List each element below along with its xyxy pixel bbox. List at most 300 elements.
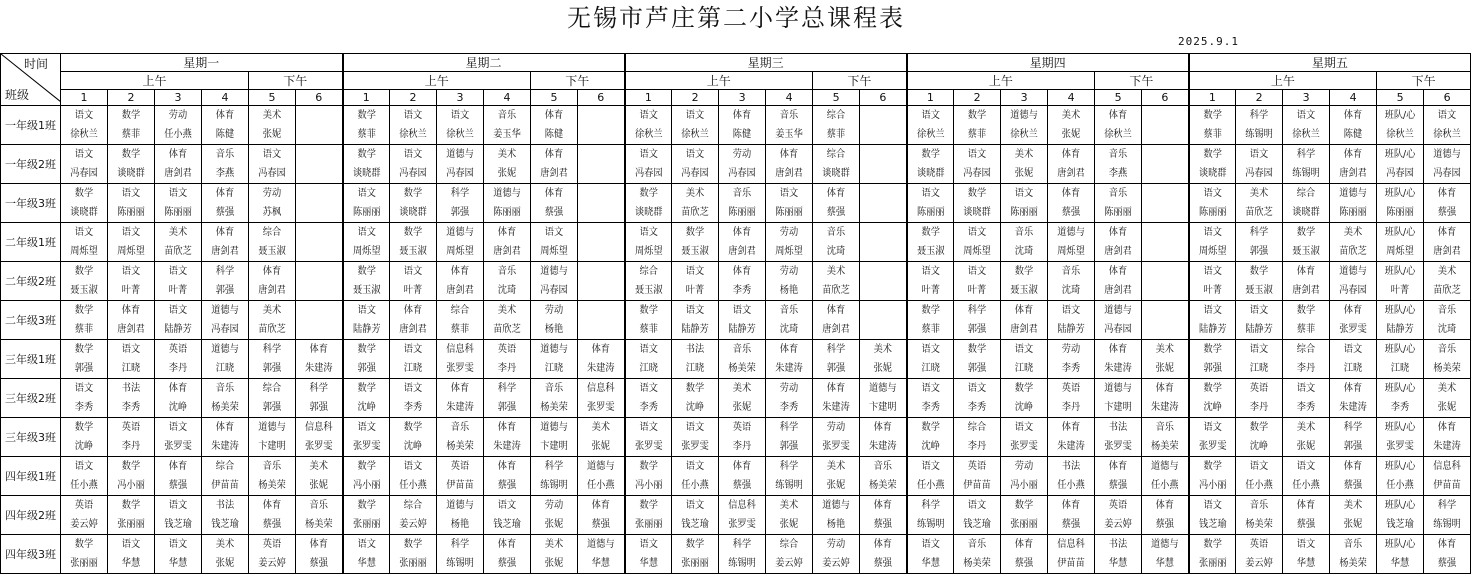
lesson-subject: 数学 <box>121 500 141 511</box>
lesson-teacher: 姜玉华 <box>493 129 521 140</box>
lesson-subject: 体育 <box>873 500 893 511</box>
lesson-teacher: 张妮 <box>1014 168 1034 179</box>
lesson-cell <box>860 145 907 184</box>
lesson-teacher: 李丹 <box>168 363 188 374</box>
lesson-cell <box>954 457 1001 496</box>
lesson-cell <box>202 262 249 301</box>
lesson-subject: 语文 <box>74 461 94 472</box>
lesson-cell <box>1283 418 1330 457</box>
day-header-2: 星期二 <box>343 54 625 72</box>
lesson-cell <box>343 145 390 184</box>
period-number: 6 <box>1424 90 1471 106</box>
lesson-teacher: 郭强 <box>309 402 328 413</box>
lesson-teacher: 蔡菲 <box>1296 324 1316 335</box>
lesson-subject <box>1144 106 1186 125</box>
lesson-cell <box>625 535 672 574</box>
lesson-teacher: 唐剑君 <box>1292 285 1320 296</box>
lesson-subject: 美术 <box>873 344 893 355</box>
lesson-cell <box>484 106 531 145</box>
lesson-subject: 数学 <box>1203 539 1222 550</box>
lesson-cell <box>249 106 296 145</box>
period-number: 5 <box>1377 90 1424 106</box>
lesson-cell <box>1424 457 1471 496</box>
lesson-teacher: 周烁望 <box>634 246 663 257</box>
lesson-teacher: 任小燕 <box>586 480 615 491</box>
lesson-subject: 语文 <box>921 539 940 550</box>
lesson-subject: 道德与 <box>258 422 286 433</box>
lesson-cell <box>108 301 155 340</box>
lesson-teacher: 沈峥 <box>74 441 94 452</box>
morning-header: 上午 <box>907 72 1095 90</box>
afternoon-header: 下午 <box>1377 72 1471 90</box>
lesson-teacher: 朱建涛 <box>1339 402 1367 413</box>
lesson-subject: 美术 <box>1014 149 1034 160</box>
lesson-subject: 数学 <box>74 266 94 277</box>
lesson-teacher: 张妮 <box>873 363 893 374</box>
lesson-cell <box>1330 301 1377 340</box>
lesson-teacher: 张妮 <box>732 402 752 413</box>
lesson-cell <box>1283 340 1330 379</box>
lesson-subject: 道德与 <box>1057 227 1085 238</box>
class-row <box>1 184 1471 223</box>
lesson-subject <box>298 262 340 281</box>
lesson-teacher: 杨艳 <box>544 324 564 335</box>
lesson-teacher: 沈琦 <box>497 285 517 296</box>
lesson-subject: 体育 <box>826 188 846 199</box>
lesson-teacher: 华慧 <box>1390 558 1410 569</box>
lesson-cell <box>766 496 813 535</box>
lesson-teacher: 张丽丽 <box>117 519 145 530</box>
lesson-teacher: 朱建涛 <box>304 363 333 374</box>
lesson-teacher: 蔡菲 <box>357 129 376 140</box>
lesson-subject: 语文 <box>1203 500 1222 511</box>
lesson-cell <box>437 535 484 574</box>
lesson-subject: 数学 <box>74 344 94 355</box>
lesson-subject: 体育 <box>1437 227 1457 238</box>
lesson-cell <box>390 340 437 379</box>
lesson-teacher: 任小燕 <box>1245 480 1273 491</box>
lesson-subject: 语文 <box>639 149 658 160</box>
lesson-teacher: 谈晓群 <box>117 168 145 179</box>
lesson-cell <box>1048 223 1095 262</box>
lesson-cell <box>719 223 766 262</box>
lesson-cell <box>108 184 155 223</box>
lesson-teacher: 蔡强 <box>1296 519 1316 530</box>
lesson-subject: 体育 <box>591 344 610 355</box>
lesson-subject <box>298 184 340 203</box>
lesson-subject: 语文 <box>1061 305 1081 316</box>
lesson-cell <box>1142 457 1189 496</box>
lesson-subject: 综合 <box>1296 188 1316 199</box>
lesson-cell <box>390 184 437 223</box>
lesson-subject <box>862 262 904 281</box>
lesson-teacher: 叶菁 <box>1203 285 1222 296</box>
lesson-cell <box>860 418 907 457</box>
afternoon-header: 下午 <box>249 72 343 90</box>
lesson-subject: 语文 <box>121 227 141 238</box>
lesson-teacher: 华慧 <box>639 558 658 569</box>
lesson-teacher: 李秀 <box>1296 402 1316 413</box>
lesson-subject: 音乐 <box>1155 422 1175 433</box>
lesson-subject: 数学 <box>403 422 423 433</box>
period-number: 5 <box>1095 90 1142 106</box>
lesson-teacher: 钱芝瑜 <box>493 519 521 530</box>
lesson-cell <box>1330 340 1377 379</box>
lesson-teacher: 陆静芳 <box>728 324 756 335</box>
lesson-subject: 音乐 <box>732 188 752 199</box>
header-days-row <box>1 54 1471 72</box>
lesson-teacher: 陆静芳 <box>1245 324 1273 335</box>
lesson-teacher: 李丹 <box>1249 402 1269 413</box>
lesson-subject: 音乐 <box>309 500 328 511</box>
lesson-cell <box>202 496 249 535</box>
lesson-cell <box>860 340 907 379</box>
lesson-subject: 美术 <box>309 461 328 472</box>
lesson-teacher: 华慧 <box>168 558 188 569</box>
lesson-cell <box>1001 379 1048 418</box>
lesson-teacher: 唐剑君 <box>164 168 192 179</box>
lesson-teacher: 张妮 <box>1437 402 1457 413</box>
lesson-cell <box>108 262 155 301</box>
lesson-teacher: 蔡菲 <box>121 129 141 140</box>
lesson-subject: 体育 <box>1014 539 1034 550</box>
period-number: 2 <box>954 90 1001 106</box>
lesson-subject: 语文 <box>1014 188 1034 199</box>
lesson-cell <box>437 379 484 418</box>
lesson-subject: 综合 <box>262 383 282 394</box>
lesson-subject: 体育 <box>497 422 517 433</box>
lesson-subject: 语文 <box>1203 422 1222 433</box>
lesson-subject: 语文 <box>168 500 188 511</box>
lesson-teacher: 谈晓群 <box>1198 168 1227 179</box>
lesson-subject: 道德与 <box>540 266 568 277</box>
lesson-cell <box>343 340 390 379</box>
lesson-cell <box>860 223 907 262</box>
lesson-teacher: 郭强 <box>74 363 94 374</box>
lesson-cell <box>1330 418 1377 457</box>
lesson-teacher: 周烁望 <box>540 246 568 257</box>
lesson-cell <box>578 418 625 457</box>
lesson-cell <box>1095 223 1142 262</box>
lesson-subject: 语文 <box>74 227 94 238</box>
lesson-teacher: 徐秋兰 <box>1433 129 1461 140</box>
lesson-teacher: 周烁望 <box>963 246 991 257</box>
lesson-subject <box>298 223 340 242</box>
lesson-cell <box>343 184 390 223</box>
lesson-cell <box>296 301 343 340</box>
lesson-cell <box>155 301 202 340</box>
afternoon-header: 下午 <box>1095 72 1189 90</box>
lesson-teacher: 苗欣芝 <box>258 324 286 335</box>
lesson-cell <box>390 145 437 184</box>
lesson-subject: 英语 <box>1108 500 1128 511</box>
lesson-teacher: 陈健 <box>544 129 564 140</box>
lesson-subject: 道德与 <box>869 383 897 394</box>
lesson-cell <box>1236 301 1283 340</box>
lesson-teacher: 张丽丽 <box>70 558 98 569</box>
lesson-teacher: 任小燕 <box>681 480 709 491</box>
lesson-subject: 科学 <box>1343 422 1363 433</box>
class-row <box>1 340 1471 379</box>
lesson-cell <box>1424 184 1471 223</box>
lesson-cell <box>1189 379 1236 418</box>
lesson-subject: 英语 <box>74 500 94 511</box>
lesson-teacher: 苗欣芝 <box>164 246 192 257</box>
period-number: 2 <box>108 90 155 106</box>
lesson-teacher: 江晓 <box>639 363 658 374</box>
lesson-teacher: 任小燕 <box>1151 480 1179 491</box>
lesson-cell <box>296 106 343 145</box>
lesson-cell <box>1330 457 1377 496</box>
lesson-teacher: 陆静芳 <box>164 324 192 335</box>
lesson-teacher <box>1144 281 1186 300</box>
lesson-teacher: 冯春园 <box>540 285 568 296</box>
lesson-teacher: 张妮 <box>262 129 282 140</box>
lesson-teacher: 杨艳 <box>779 285 799 296</box>
lesson-cell <box>907 145 954 184</box>
lesson-subject: 语文 <box>1203 305 1222 316</box>
lesson-teacher: 朱建涛 <box>1057 441 1085 452</box>
lesson-teacher: 唐剑君 <box>540 168 568 179</box>
lesson-cell <box>813 223 860 262</box>
lesson-teacher: 陈丽丽 <box>775 207 803 218</box>
lesson-cell <box>907 223 954 262</box>
lesson-cell <box>813 262 860 301</box>
lesson-teacher: 聂玉淑 <box>258 246 286 257</box>
lesson-teacher: 任小燕 <box>916 480 945 491</box>
lesson-cell <box>1048 418 1095 457</box>
lesson-subject: 体育 <box>779 149 799 160</box>
lesson-teacher: 谈晓群 <box>352 168 381 179</box>
lesson-subject: 数学 <box>1203 461 1222 472</box>
lesson-teacher <box>580 242 622 261</box>
lesson-subject: 体育 <box>403 305 423 316</box>
lesson-teacher: 杨美荣 <box>1151 441 1179 452</box>
lesson-subject: 语文 <box>685 149 705 160</box>
lesson-teacher: 苗欣芝 <box>493 324 521 335</box>
lesson-teacher <box>298 164 340 183</box>
lesson-cell <box>390 223 437 262</box>
lesson-teacher: 周烁望 <box>117 246 145 257</box>
class-name: 三年级3班 <box>1 418 61 457</box>
lesson-teacher: 张妮 <box>544 558 564 569</box>
lesson-cell <box>625 184 672 223</box>
lesson-teacher <box>298 203 340 222</box>
lesson-teacher: 张妮 <box>1296 441 1316 452</box>
lesson-cell <box>578 184 625 223</box>
lesson-cell <box>437 340 484 379</box>
lesson-cell <box>1095 262 1142 301</box>
lesson-subject: 语文 <box>74 110 94 121</box>
lesson-teacher: 蔡强 <box>826 207 846 218</box>
lesson-cell <box>1424 262 1471 301</box>
lesson-teacher <box>862 125 904 144</box>
lesson-cell <box>766 457 813 496</box>
lesson-subject: 美术 <box>168 227 188 238</box>
class-name: 四年级1班 <box>1 457 61 496</box>
lesson-subject: 语文 <box>967 149 987 160</box>
lesson-cell <box>249 379 296 418</box>
lesson-subject: 道德与 <box>446 149 474 160</box>
lesson-subject: 班队/心 <box>1384 344 1416 355</box>
lesson-teacher: 徐秋兰 <box>681 129 709 140</box>
lesson-teacher: 张妮 <box>591 441 610 452</box>
lesson-subject: 语文 <box>1203 188 1222 199</box>
lesson-subject: 数学 <box>357 461 376 472</box>
lesson-subject: 语文 <box>639 383 658 394</box>
lesson-cell <box>1236 106 1283 145</box>
lesson-subject: 信息科 <box>586 383 615 394</box>
lesson-subject: 音乐 <box>1014 227 1034 238</box>
lesson-cell <box>531 184 578 223</box>
lesson-cell <box>1142 262 1189 301</box>
lesson-cell <box>813 535 860 574</box>
lesson-cell <box>155 184 202 223</box>
lesson-subject: 音乐 <box>1108 188 1128 199</box>
lesson-cell <box>437 496 484 535</box>
lesson-subject: 数学 <box>121 149 141 160</box>
lesson-cell <box>1048 379 1095 418</box>
lesson-teacher: 蔡强 <box>1014 558 1034 569</box>
day-header-3: 星期三 <box>625 54 907 72</box>
lesson-cell <box>625 145 672 184</box>
lesson-cell <box>578 340 625 379</box>
lesson-subject: 体育 <box>1343 110 1363 121</box>
lesson-cell <box>155 262 202 301</box>
lesson-teacher: 徐秋兰 <box>916 129 945 140</box>
lesson-teacher: 任小燕 <box>399 480 427 491</box>
lesson-subject: 体育 <box>732 110 752 121</box>
lesson-cell <box>202 223 249 262</box>
corner-class-label: 班级 <box>5 88 30 102</box>
lesson-subject: 科学 <box>497 383 517 394</box>
lesson-subject <box>298 301 340 320</box>
lesson-teacher: 陈丽丽 <box>1104 207 1132 218</box>
period-number: 1 <box>625 90 672 106</box>
lesson-cell <box>1189 223 1236 262</box>
lesson-subject: 语文 <box>168 188 188 199</box>
lesson-cell <box>907 535 954 574</box>
lesson-subject: 体育 <box>497 227 517 238</box>
lesson-teacher: 陈丽丽 <box>1198 207 1227 218</box>
lesson-teacher: 李秀 <box>403 402 423 413</box>
lesson-subject: 数学 <box>1203 383 1222 394</box>
lesson-subject: 语文 <box>685 500 705 511</box>
lesson-teacher: 练锡明 <box>1292 168 1320 179</box>
lesson-subject: 数学 <box>967 188 987 199</box>
lesson-subject: 劳动 <box>262 188 282 199</box>
lesson-cell <box>296 223 343 262</box>
lesson-cell <box>1283 301 1330 340</box>
lesson-teacher: 姜玉华 <box>775 129 803 140</box>
lesson-subject: 体育 <box>262 266 282 277</box>
lesson-teacher: 钱芝瑜 <box>963 519 991 530</box>
lesson-teacher: 谈晓群 <box>634 207 663 218</box>
lesson-subject: 道德与 <box>493 188 521 199</box>
lesson-teacher: 郭强 <box>779 441 799 452</box>
morning-header: 上午 <box>1189 72 1377 90</box>
lesson-cell <box>296 457 343 496</box>
period-number: 6 <box>296 90 343 106</box>
lesson-cell <box>1330 223 1377 262</box>
lesson-teacher: 杨美荣 <box>446 441 474 452</box>
lesson-cell <box>1001 496 1048 535</box>
lesson-teacher: 聂玉淑 <box>634 285 663 296</box>
lesson-teacher: 钱芝瑜 <box>1386 519 1414 530</box>
lesson-teacher: 唐剑君 <box>493 246 521 257</box>
lesson-teacher: 陈健 <box>732 129 752 140</box>
lesson-teacher: 蔡菲 <box>74 324 94 335</box>
lesson-teacher: 张罗雯 <box>728 519 756 530</box>
lesson-subject: 语文 <box>967 383 987 394</box>
lesson-cell <box>1330 379 1377 418</box>
lesson-subject: 体育 <box>309 344 328 355</box>
lesson-subject: 科学 <box>262 344 282 355</box>
lesson-cell <box>343 223 390 262</box>
lesson-cell <box>907 496 954 535</box>
lesson-teacher: 蔡强 <box>1155 519 1175 530</box>
lesson-cell <box>202 379 249 418</box>
lesson-cell <box>1189 262 1236 301</box>
lesson-cell <box>296 340 343 379</box>
lesson-teacher: 张妮 <box>309 480 328 491</box>
lesson-subject: 体育 <box>1343 149 1363 160</box>
lesson-cell <box>61 457 108 496</box>
lesson-teacher <box>862 320 904 339</box>
lesson-teacher: 任小燕 <box>1057 480 1085 491</box>
lesson-subject: 语文 <box>1249 305 1269 316</box>
lesson-cell <box>766 106 813 145</box>
lesson-cell <box>296 535 343 574</box>
lesson-cell <box>1236 184 1283 223</box>
lesson-cell <box>1236 535 1283 574</box>
lesson-subject: 美术 <box>685 188 705 199</box>
lesson-cell <box>484 145 531 184</box>
class-name: 一年级1班 <box>1 106 61 145</box>
lesson-subject: 语文 <box>357 305 376 316</box>
class-name: 三年级1班 <box>1 340 61 379</box>
lesson-cell <box>1048 145 1095 184</box>
lesson-subject: 数学 <box>921 422 940 433</box>
lesson-teacher: 张罗雯 <box>822 441 850 452</box>
lesson-cell <box>61 262 108 301</box>
lesson-subject: 音乐 <box>1437 305 1457 316</box>
lesson-subject: 语文 <box>639 344 658 355</box>
lesson-teacher: 钱芝瑜 <box>211 519 239 530</box>
lesson-teacher: 冯春园 <box>258 168 286 179</box>
lesson-cell <box>1142 106 1189 145</box>
lesson-teacher: 张罗雯 <box>1339 324 1367 335</box>
lesson-subject: 语文 <box>403 344 423 355</box>
lesson-cell <box>108 496 155 535</box>
lesson-subject: 数学 <box>1296 305 1316 316</box>
lesson-teacher: 张妮 <box>1155 363 1175 374</box>
lesson-cell <box>108 223 155 262</box>
lesson-cell <box>1377 106 1424 145</box>
lesson-cell <box>1142 301 1189 340</box>
lesson-teacher: 冯春园 <box>446 168 474 179</box>
lesson-subject: 数学 <box>1014 500 1034 511</box>
lesson-cell <box>1142 223 1189 262</box>
lesson-teacher: 李秀 <box>732 285 752 296</box>
lesson-subject: 语文 <box>403 149 423 160</box>
lesson-cell <box>625 106 672 145</box>
lesson-subject: 道德与 <box>446 227 474 238</box>
lesson-teacher <box>298 242 340 261</box>
lesson-subject <box>1144 223 1186 242</box>
lesson-subject: 语文 <box>1014 422 1034 433</box>
lesson-subject: 综合 <box>639 266 658 277</box>
